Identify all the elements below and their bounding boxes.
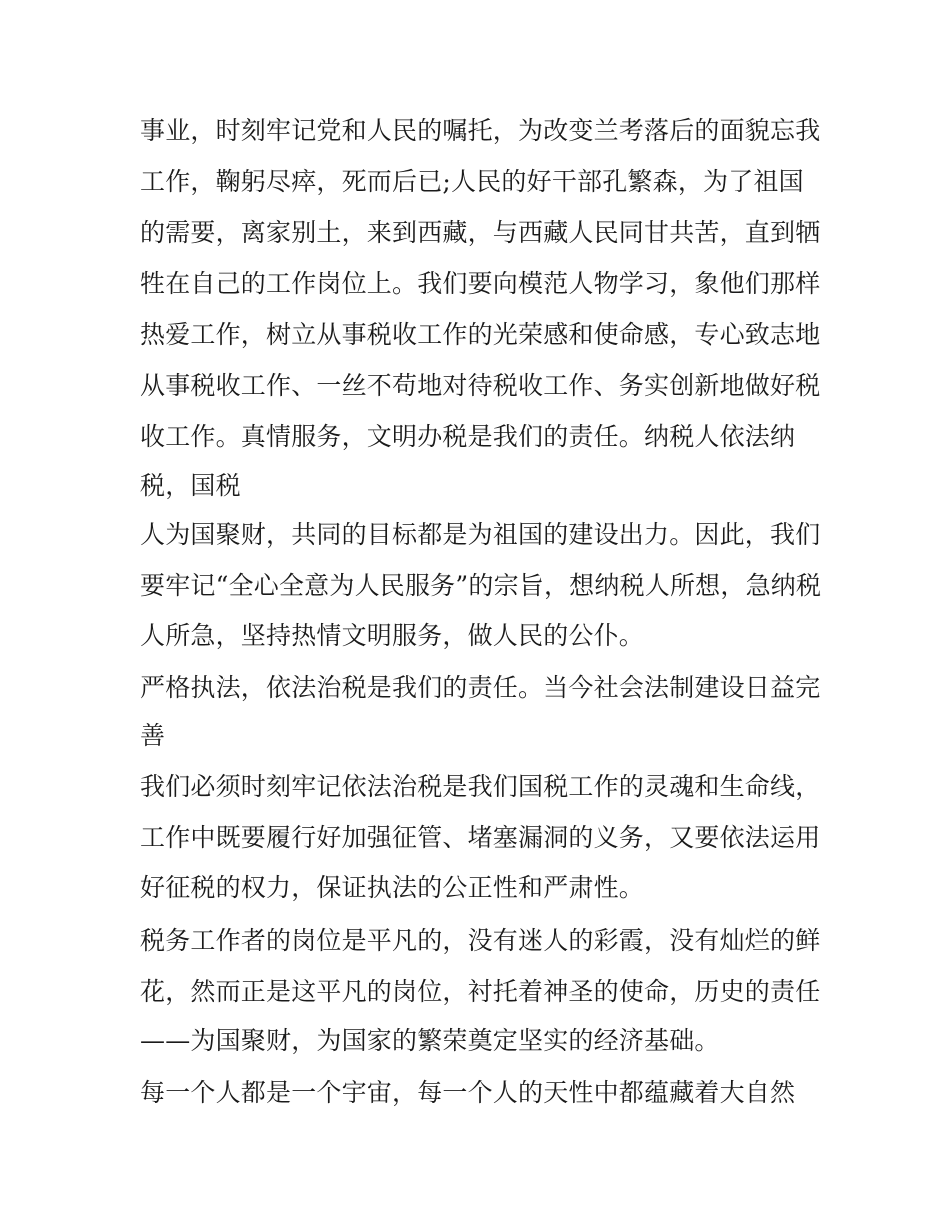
text-line: 热爱工作，树立从事税收工作的光荣感和使命感，专心致志地 — [140, 320, 821, 349]
text-line: 牲在自己的工作岗位上。我们要向模范人物学习，象他们那样 — [140, 269, 821, 298]
text-line: 工作中既要履行好加强征管、堵塞漏洞的义务，又要依法运用 — [140, 823, 821, 852]
text-line: 花，然而正是这平凡的岗位，衬托着神圣的使命，历史的责任 — [140, 977, 821, 1006]
text-line: 人所急，坚持热情文明服务，做人民的公仆。 — [140, 621, 645, 650]
text-line: 的需要，离家别土，来到西藏，与西藏人民同甘共苦，直到牺 — [140, 218, 821, 247]
text-line: 工作，鞠躬尽瘁，死而后已;人民的好干部孔繁森，为了祖国 — [140, 167, 804, 196]
text-line: 好征税的权力，保证执法的公正性和严肃性。 — [140, 873, 645, 902]
text-line: 善 — [140, 721, 166, 750]
text-line: 收工作。真情服务，文明办税是我们的责任。纳税人依法纳 — [140, 422, 796, 451]
text-line: 我们必须时刻牢记依法治税是我们国税工作的灵魂和生命线， — [140, 772, 821, 801]
text-line: 税务工作者的岗位是平凡的，没有迷人的彩霞，没有灿烂的鲜 — [140, 926, 821, 955]
text-line: 严格执法，依法治税是我们的责任。当今社会法制建设日益完 — [140, 673, 821, 702]
text-line: 每一个人都是一个宇宙，每一个人的天性中都蕴藏着大自然 — [140, 1078, 796, 1107]
text-line: 事业，时刻牢记党和人民的嘱托，为改变兰考落后的面貌忘我 — [140, 116, 821, 145]
text-line: ——为国聚财，为国家的繁荣奠定坚实的经济基础。 — [140, 1026, 720, 1055]
text-line: 税，国税 — [140, 471, 241, 500]
text-line: 要牢记“全心全意为人民服务”的宗旨，想纳税人所想，急纳税 — [140, 571, 822, 600]
text-line: 从事税收工作、一丝不苟地对待税收工作、务实创新地做好税 — [140, 371, 821, 400]
text-line: 人为国聚财，共同的目标都是为祖国的建设出力。因此，我们 — [140, 520, 821, 549]
